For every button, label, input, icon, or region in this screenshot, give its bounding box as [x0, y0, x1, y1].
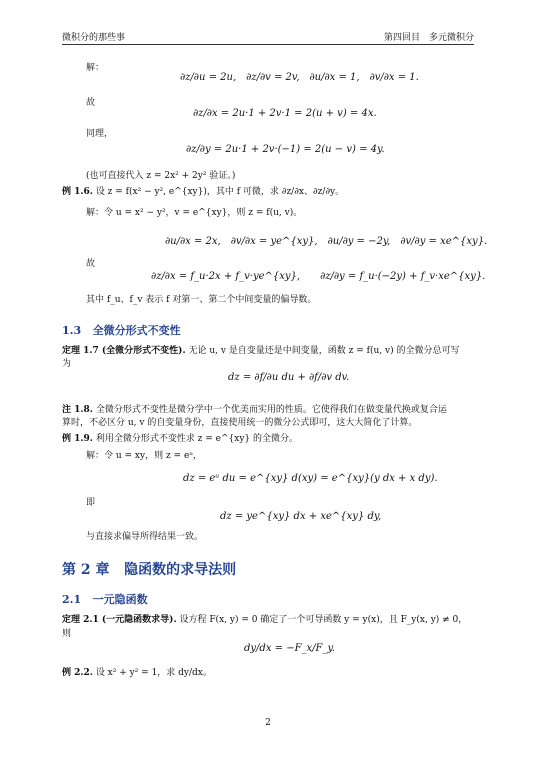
solution-label: 解：: [86, 63, 105, 73]
equation-dzdy: ∂z/∂y = 2u·1 + 2v·(−1) = 2(u − v) = 4y.: [186, 144, 385, 155]
remark-text: 全微分形式不变性是微分学中一个优美而实用的性质。它使得我们在做变量代换或复合运: [95, 405, 447, 415]
equation-dz-result: dz = ye^{xy} dx + xe^{xy} dy,: [220, 511, 382, 522]
note-verify: (也可直接代入 z = 2x² + 2y² 验证。): [86, 171, 236, 181]
equation-partials-2: ∂u/∂x = 2x, ∂v/∂x = ye^{xy}, ∂u/∂y = −2y, ∂v/∂y = xe^{xy}.: [165, 236, 488, 247]
section-number: 2.1: [62, 593, 82, 606]
running-header: [62, 30, 474, 45]
equation-total-differential: dz = ∂f/∂u du + ∂f/∂v dv.: [228, 372, 350, 383]
remark-1-8: [62, 404, 447, 416]
example-1-6: [62, 186, 344, 198]
solution-substitution: 解：令 u = x² − y²，v = e^{xy}，则 z = f(u, v)。: [86, 208, 303, 218]
example-text: 设 x² + y² = 1，求 dy/dx。: [95, 668, 212, 678]
page-number: 2: [265, 718, 271, 728]
example-text: 利用全微分形式不变性求 z = e^{xy} 的全微分。: [95, 434, 299, 444]
section-heading-1-3: [62, 322, 181, 338]
theorem-text: 无论 u, v 是自变量还是中间变量，函数 z = f(u, v) 的全微分总可写: [188, 346, 460, 356]
header-right: 第四回目 多元微积分: [383, 33, 474, 43]
theorem-2-1-line2: 则: [62, 629, 72, 639]
example-label: 例 1.6.: [62, 187, 93, 197]
section-heading-2-1: [62, 591, 148, 607]
chapter-label: 第 2 章: [62, 562, 110, 578]
example-1-9: [62, 433, 298, 445]
chapter-title: 隐函数的求导法则: [124, 562, 237, 578]
chapter-heading-2: [62, 559, 236, 579]
example-label: 例 2.2.: [62, 668, 93, 678]
conclusion-text: 与直接求偏导所得结果一致。: [86, 532, 204, 542]
section-title: 一元隐函数: [92, 593, 148, 606]
equation-dz-chain: dz = eᵘ du = e^{xy} d(xy) = e^{xy}(y dx + x dy).: [183, 473, 438, 484]
equation-chain-rule: ∂z/∂x = f_u·2x + f_v·ye^{xy}, ∂z/∂y = f_u·(−2y) + f_v·xe^{xy}.: [151, 271, 486, 282]
equation-partials-1: ∂z/∂u = 2u, ∂z/∂v = 2v, ∂u/∂x = 1, ∂v/∂x = 1.: [180, 72, 419, 83]
section-title: 全微分形式不变性: [92, 324, 181, 337]
theorem-text: 设方程 F(x, y) = 0 确定了一个可导函数 y = y(x)，且 F_y(x, y) ≠ 0，: [179, 615, 468, 625]
section-number: 1.3: [62, 324, 82, 337]
remark-label: 注 1.8.: [62, 405, 93, 415]
example-label: 例 1.9.: [62, 434, 93, 444]
theorem-2-1: [62, 614, 467, 626]
example-2-2: [62, 667, 212, 679]
example-text: 设 z = f(x² − y², e^{xy})，其中 f 可微，求 ∂z/∂x、∂z/∂y。: [95, 187, 345, 197]
solution-1-9: 解：令 u = xy，则 z = eᵘ，: [86, 451, 202, 461]
text-gu: 故: [86, 98, 96, 108]
theorem-1-7: [62, 345, 459, 357]
header-left: 微积分的那些事: [62, 33, 126, 43]
text-ji: 即: [86, 498, 96, 508]
text-tongli: 同理，: [86, 129, 114, 139]
theorem-label: 定理 1.7 (全微分形式不变性).: [62, 346, 186, 356]
note-partial-notation: 其中 f_u、f_v 表示 f 对第一、第二个中间变量的偏导数。: [86, 295, 317, 305]
equation-implicit-derivative: dy/dx = −F_x/F_y.: [244, 643, 335, 654]
theorem-1-7-line2: 为: [62, 359, 72, 369]
remark-1-8-line2: 算时，不必区分 u, v 的自变量身份，直接使用统一的微分公式即可，这大大简化了计算。: [62, 418, 418, 428]
theorem-label: 定理 2.1 (一元隐函数求导).: [62, 615, 177, 625]
equation-dzdx: ∂z/∂x = 2u·1 + 2v·1 = 2(u + v) = 4x.: [193, 108, 377, 119]
text-gu-2: 故: [86, 259, 96, 269]
